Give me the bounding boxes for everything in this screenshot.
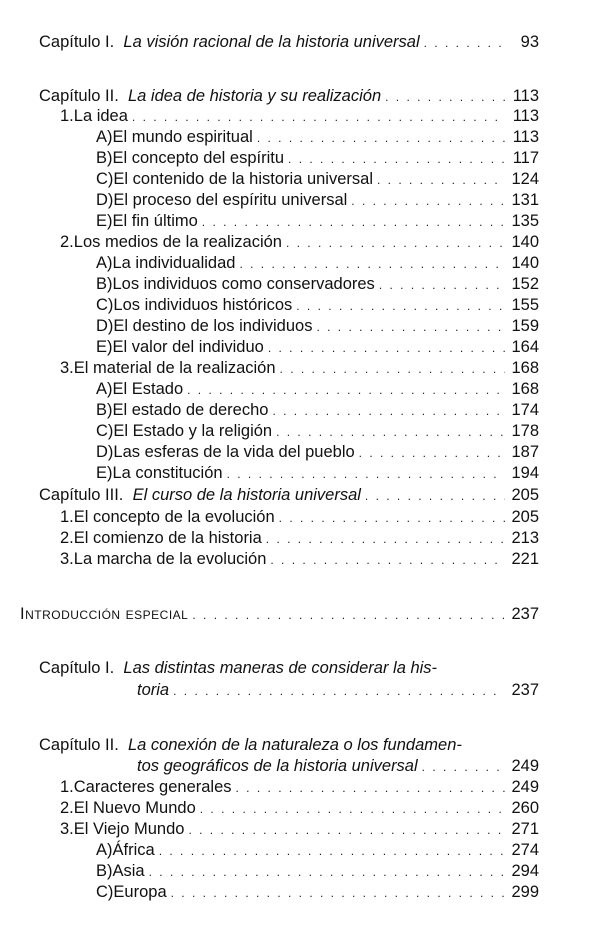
section-mark: 3. — [60, 820, 74, 838]
chapter-label: Capítulo II. — [39, 87, 119, 105]
leader-dots — [236, 777, 505, 799]
section-title: La marcha de la evolución — [73, 550, 267, 568]
toc-subsection[interactable] — [96, 126, 539, 148]
page-number: 205 — [511, 508, 539, 526]
page-number: 299 — [511, 883, 539, 901]
toc-special-chapter-1-line2[interactable] — [137, 679, 539, 701]
page-number: 274 — [511, 841, 539, 859]
section-title: Introducción especial — [20, 605, 189, 623]
page-number: 152 — [511, 275, 539, 293]
toc-subsection[interactable] — [96, 378, 539, 400]
subsection-title: El contenido de la historia universal — [113, 170, 373, 188]
subsection-mark: A) — [96, 254, 113, 272]
page-number: 178 — [511, 422, 539, 440]
subsection-title: El mundo espiritual — [112, 128, 253, 146]
leader-dots — [188, 819, 505, 841]
toc-special-chapter-1-line1[interactable] — [39, 657, 437, 679]
leader-dots — [379, 274, 505, 296]
toc-section[interactable] — [60, 105, 539, 127]
chapter-label: Capítulo I. — [39, 33, 115, 51]
subsection-mark: C) — [96, 296, 114, 314]
subsection-title: El concepto del espíritu — [112, 149, 285, 167]
section-title: La idea — [73, 107, 128, 125]
leader-dots — [286, 232, 505, 254]
section-mark: 2. — [60, 233, 74, 251]
toc-chapter-1[interactable] — [39, 31, 539, 53]
toc-special-chapter-2-line2[interactable] — [137, 755, 539, 777]
toc-subsection[interactable] — [96, 294, 539, 316]
subsection-title: El Estado y la religión — [113, 422, 273, 440]
leader-dots — [257, 127, 505, 149]
page-number: 249 — [511, 778, 539, 796]
page-number: 117 — [512, 149, 539, 167]
leader-dots — [149, 861, 505, 883]
toc-section[interactable] — [60, 548, 539, 570]
section-mark: 2. — [60, 529, 74, 547]
toc-section[interactable] — [60, 527, 539, 549]
page-number: 168 — [511, 380, 539, 398]
subsection-mark: E) — [96, 464, 113, 482]
subsection-title: Europa — [113, 883, 167, 901]
page-number: 131 — [511, 191, 539, 209]
subsection-mark: C) — [96, 422, 114, 440]
leader-dots — [173, 680, 505, 702]
chapter-title: La idea de historia y su realización — [127, 87, 382, 105]
leader-dots — [296, 295, 505, 317]
subsection-title: La constitución — [112, 464, 223, 482]
toc-subsection[interactable] — [96, 399, 539, 421]
subsection-mark: B) — [96, 862, 113, 880]
leader-dots — [422, 756, 505, 778]
toc-subsection[interactable] — [96, 252, 539, 274]
subsection-mark: E) — [96, 338, 113, 356]
section-mark: 1. — [60, 778, 74, 796]
page-number: 294 — [511, 862, 539, 880]
page-number: 174 — [511, 401, 539, 419]
page-number: 213 — [511, 529, 539, 547]
section-mark: 1. — [60, 508, 74, 526]
subsection-mark: D) — [96, 443, 114, 461]
section-mark: 2. — [60, 799, 74, 817]
leader-dots — [159, 840, 505, 862]
subsection-title: África — [112, 841, 155, 859]
toc-subsection[interactable] — [96, 210, 539, 232]
chapter-title: La visión racional de la historia universal — [123, 33, 420, 51]
page-number: 194 — [511, 464, 539, 482]
subsection-title: Los individuos históricos — [113, 296, 293, 314]
subsection-mark: B) — [96, 275, 113, 293]
leader-dots — [424, 32, 505, 54]
subsection-mark: D) — [96, 317, 114, 335]
chapter-title-line2: tos geográficos de la historia universal — [137, 757, 418, 775]
subsection-mark: A) — [96, 128, 113, 146]
page-number: 205 — [511, 486, 539, 504]
subsection-title: El destino de los individuos — [113, 317, 313, 335]
leader-dots — [365, 485, 505, 507]
subsection-mark: A) — [96, 380, 113, 398]
leader-dots — [270, 549, 505, 571]
subsection-title: El Estado — [112, 380, 184, 398]
toc-section[interactable] — [60, 776, 539, 798]
page-number: 168 — [511, 359, 539, 377]
toc-chapter-2[interactable] — [39, 85, 539, 107]
subsection-title: Los individuos como conservadores — [112, 275, 375, 293]
toc-intro-special[interactable] — [20, 603, 539, 625]
chapter-title-line2: toria — [137, 681, 170, 699]
page-number: 113 — [512, 107, 539, 125]
subsection-mark: A) — [96, 841, 113, 859]
toc-subsection[interactable] — [96, 839, 539, 861]
chapter-label: Capítulo I. — [39, 659, 115, 677]
leader-dots — [377, 169, 505, 191]
leader-dots — [279, 507, 505, 529]
leader-dots — [272, 400, 505, 422]
subsection-title: Las esferas de la vida del pueblo — [113, 443, 355, 461]
toc-subsection[interactable] — [96, 441, 539, 463]
page-number: 124 — [511, 170, 539, 188]
leader-dots — [171, 882, 505, 904]
section-title: El comienzo de la historia — [73, 529, 262, 547]
subsection-mark: B) — [96, 149, 113, 167]
chapter-title: El curso de la historia universal — [132, 486, 361, 504]
toc-section[interactable] — [60, 231, 539, 253]
page-number: 135 — [511, 212, 539, 230]
toc-subsection[interactable] — [96, 273, 539, 295]
toc-section[interactable] — [60, 818, 539, 840]
leader-dots — [227, 463, 505, 485]
page-number: 187 — [511, 443, 539, 461]
section-mark: 3. — [60, 550, 74, 568]
page-number: 164 — [511, 338, 539, 356]
page-number: 159 — [511, 317, 539, 335]
leader-dots — [316, 316, 505, 338]
leader-dots — [192, 604, 505, 626]
leader-dots — [288, 148, 505, 170]
leader-dots — [187, 379, 505, 401]
toc-chapter-3[interactable] — [39, 484, 539, 506]
page-number: 93 — [520, 33, 539, 51]
chapter-label: Capítulo III. — [39, 486, 124, 504]
section-title: El material de la realización — [73, 359, 276, 377]
leader-dots — [351, 190, 505, 212]
leader-dots — [268, 337, 505, 359]
chapter-title-line1: La conexión de la naturaleza o los fundamen- — [127, 736, 462, 754]
toc-subsection[interactable] — [96, 189, 539, 211]
subsection-mark: C) — [96, 170, 114, 188]
toc-subsection[interactable] — [96, 881, 539, 903]
leader-dots — [200, 798, 505, 820]
section-title: El Nuevo Mundo — [73, 799, 196, 817]
toc-section[interactable] — [60, 357, 539, 379]
toc-subsection[interactable] — [96, 462, 539, 484]
toc-special-chapter-2-line1[interactable] — [39, 734, 462, 756]
page-number: 271 — [511, 820, 539, 838]
toc-subsection[interactable] — [96, 147, 539, 169]
section-title: El concepto de la evolución — [73, 508, 275, 526]
page-number: 221 — [511, 550, 539, 568]
toc-subsection[interactable] — [96, 420, 539, 442]
chapter-title-line1: Las distintas maneras de considerar la his- — [123, 659, 438, 677]
subsection-title: El valor del individuo — [112, 338, 264, 356]
page-number: 140 — [511, 254, 539, 272]
subsection-title: El estado de derecho — [112, 401, 269, 419]
subsection-mark: D) — [96, 191, 114, 209]
toc-section[interactable] — [60, 797, 539, 819]
toc-section[interactable] — [60, 506, 539, 528]
subsection-title: El fin último — [112, 212, 198, 230]
subsection-title: Asia — [112, 862, 145, 880]
page-number: 113 — [512, 87, 539, 105]
section-mark: 1. — [60, 107, 74, 125]
page-number: 260 — [511, 799, 539, 817]
page-number: 237 — [511, 605, 539, 623]
leader-dots — [280, 358, 505, 380]
chapter-label: Capítulo II. — [39, 736, 119, 754]
page-number: 140 — [511, 233, 539, 251]
subsection-mark: B) — [96, 401, 113, 419]
leader-dots — [276, 421, 505, 443]
subsection-mark: C) — [96, 883, 114, 901]
leader-dots — [266, 528, 505, 550]
page-number: 155 — [511, 296, 539, 314]
subsection-title: El proceso del espíritu universal — [113, 191, 348, 209]
toc-subsection[interactable] — [96, 315, 539, 337]
section-title: Los medios de la realización — [73, 233, 282, 251]
subsection-mark: E) — [96, 212, 113, 230]
leader-dots — [359, 442, 505, 464]
leader-dots — [239, 253, 505, 275]
leader-dots — [202, 211, 505, 233]
toc-subsection[interactable] — [96, 860, 539, 882]
page-number: 237 — [511, 681, 539, 699]
section-mark: 3. — [60, 359, 74, 377]
page-number: 113 — [512, 128, 539, 146]
section-title: El Viejo Mundo — [73, 820, 185, 838]
section-title: Caracteres generales — [73, 778, 232, 796]
leader-dots — [132, 106, 505, 128]
toc-subsection[interactable] — [96, 168, 539, 190]
toc-subsection[interactable] — [96, 336, 539, 358]
page-number: 249 — [511, 757, 539, 775]
subsection-title: La individualidad — [112, 254, 236, 272]
